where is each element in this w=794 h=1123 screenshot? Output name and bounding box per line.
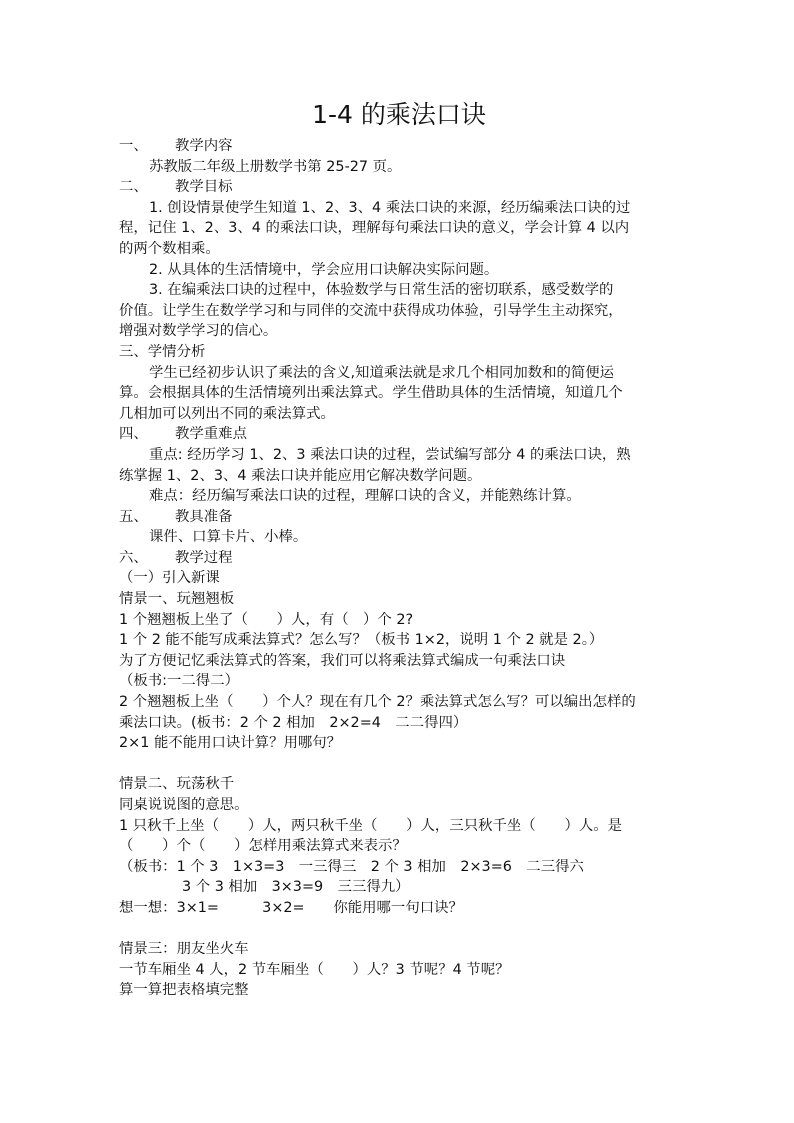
section-number: 四、 — [119, 426, 148, 443]
paragraph-line: 一节车厢坐 4 人，2 节车厢坐（ ）人？3 节呢？4 节呢？ — [119, 961, 510, 978]
paragraph-line: 同桌说说图的意思。 — [119, 797, 249, 813]
scene-title: 情景二、玩荡秋千 — [119, 776, 235, 793]
paragraph-line: （ ）个（ ）怎样用乘法算式来表示？ — [119, 838, 407, 855]
paragraph-line: 2×1 能不能用口诀计算？用哪句？ — [119, 735, 342, 752]
section-title: 教学过程 — [175, 549, 233, 566]
paragraph-line: （板书:一二得二） — [119, 673, 239, 690]
paragraph: 苏教版二年级上册数学书第 25-27 页。 — [149, 158, 402, 175]
subsection-heading: （一）引入新课 — [119, 570, 220, 587]
section-heading-goals — [119, 177, 679, 198]
section-number: 六、 — [119, 549, 148, 566]
section-heading-analysis: 三、学情分析 — [119, 343, 206, 360]
paragraph-line: （板书：1 个 3 1×3=3 一三得三 2 个 3 相加 2×3=6 二三得六 — [119, 858, 584, 875]
paragraph-line: 为了方便记忆乘法算式的答案，我们可以将乘法算式编成一句乘法口诀 — [119, 652, 566, 669]
paragraph-line: 2 个翘翘板上坐（ ）个人？现在有几个 2？乘法算式怎么写？可以编出怎样的 — [119, 694, 636, 711]
paragraph-line: 1 个 2 能不能写成乘法算式？怎么写？（板书 1×2，说明 1 个 2 就是 2。） — [119, 632, 604, 649]
section-heading-process — [119, 548, 679, 569]
paragraph-line: 练掌握 1、2、3、4 乘法口诀并能应用它解决数学问题。 — [119, 467, 482, 484]
paragraph-line: 乘法口诀。(板书：2 个 2 相加 2×2=4 二二得四） — [119, 714, 468, 731]
paragraph-line: 3 个 3 相加 3×3=9 三三得九） — [182, 879, 410, 896]
paragraph-line: 难点：经历编写乘法口诀的过程，理解口诀的含义，并能熟练计算。 — [149, 488, 581, 505]
document-page — [119, 98, 679, 1001]
paragraph-line: 1 个翘翘板上坐了（ ）人，有（ ）个 2? — [119, 611, 414, 628]
section-number: 五、 — [119, 508, 148, 525]
section-heading-content — [119, 136, 679, 157]
document-title: 1-4 的乘法口诀 — [312, 100, 486, 129]
section-number: 一、 — [119, 138, 148, 154]
paragraph-line: 想一想：3×1= 3×2= 你能用哪一句口诀？ — [119, 899, 463, 916]
section-heading-key-points — [119, 424, 679, 445]
paragraph: 课件、口算卡片、小棒。 — [149, 529, 308, 546]
paragraph-line: 学生已经初步认识了乘法的含义,知道乘法就是求几个相同加数和的简便运 — [149, 364, 615, 381]
blank-line — [119, 754, 679, 775]
blank-line — [119, 919, 679, 940]
scene-title: 情景三：朋友坐火车 — [119, 941, 249, 958]
section-title: 教学目标 — [175, 179, 233, 196]
scene-title: 情景一、玩翘翘板 — [119, 591, 235, 608]
section-title: 教学内容 — [175, 138, 233, 154]
section-number: 二、 — [119, 179, 148, 196]
paragraph-line: 1. 创设情景使学生知道 1、2、3、4 乘法口诀的来源，经历编乘法口诀的过 — [149, 199, 631, 216]
paragraph-line: 算。会根据具体的生活情境列出乘法算式。学生借助具体的生活情境，知道几个 — [119, 385, 623, 402]
paragraph-line: 3. 在编乘法口诀的过程中，体验数学与日常生活的密切联系，感受数学的 — [149, 282, 614, 299]
paragraph-line: 价值。让学生在数学学习和与同伴的交流中获得成功体验，引导学生主动探究， — [119, 302, 623, 319]
section-title: 教学重难点 — [175, 426, 247, 443]
section-heading-materials — [119, 507, 679, 528]
paragraph-line: 程，记住 1、2、3、4 的乘法口诀，理解每句乘法口诀的意义，学会计算 4 以内 — [119, 220, 630, 237]
paragraph-line: 重点: 经历学习 1、2、3 乘法口诀的过程，尝试编写部分 4 的乘法口诀，熟 — [149, 446, 631, 463]
paragraph-line: 2. 从具体的生活情境中，学会应用口诀解决实际问题。 — [149, 261, 499, 278]
paragraph-line: 的两个数相乘。 — [119, 240, 220, 257]
paragraph-line: 1 只秋千上坐（ ）人，两只秋千坐（ ）人，三只秋千坐（ ）人。是 — [119, 817, 623, 834]
paragraph-line: 算一算把表格填完整 — [119, 982, 249, 999]
section-title: 教具准备 — [175, 508, 233, 525]
paragraph-line: 增强对数学学习的信心。 — [119, 323, 278, 340]
paragraph-line: 几相加可以列出不同的乘法算式。 — [119, 405, 335, 422]
